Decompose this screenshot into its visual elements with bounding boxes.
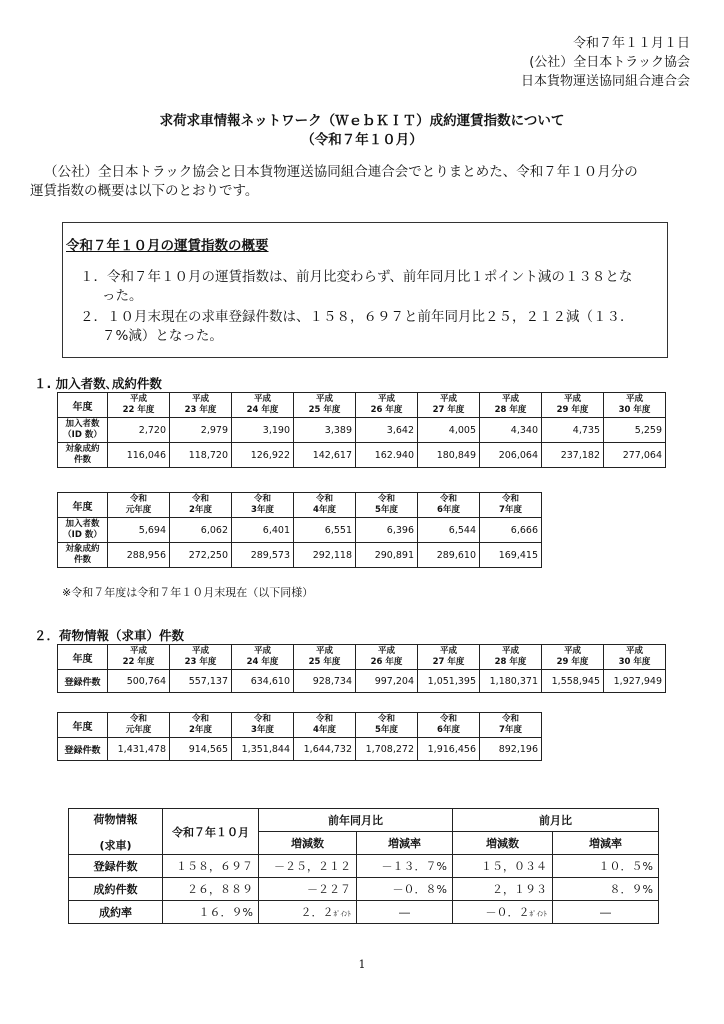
year-column-header: 年度	[58, 713, 108, 738]
members-table-heisei	[57, 392, 666, 468]
table-row	[69, 878, 659, 901]
year-header-cell: 令和 7年度	[480, 713, 542, 738]
value-cell: 116,046	[108, 443, 170, 468]
value-cell: 3,642	[356, 418, 418, 443]
value-cell: 892,196	[480, 738, 542, 761]
year-header-cell: 令和 5年度	[356, 713, 418, 738]
year-header-cell: 平成 25 年度	[294, 645, 356, 670]
value-cell: 277,064	[604, 443, 666, 468]
mom-change-header: 増減数	[453, 832, 553, 855]
summary-item-number: ２．	[80, 309, 107, 325]
year-header-cell: 平成 27 年度	[418, 645, 480, 670]
year-header-cell: 平成 25 年度	[294, 393, 356, 418]
value-cell: 289,573	[232, 543, 294, 568]
table-header-row	[69, 809, 659, 832]
yoy-change-value: －２２７	[259, 878, 357, 901]
current-value: １５８，６９７	[163, 855, 259, 878]
summary-box-title: 令和７年１０月の運賃指数の概要	[66, 238, 269, 254]
title-line-2: （令和７年１０月）	[301, 132, 423, 148]
row-label-contracts: 対象成約 件数	[58, 543, 108, 568]
summary-item-text-cont: ７%減）となった。	[102, 328, 223, 344]
value-cell: 1,558,945	[542, 670, 604, 693]
table-row	[58, 543, 542, 568]
summary-head-label: 荷物情報 (求車)	[69, 809, 163, 855]
issue-date: 令和７年１１月１日	[572, 36, 690, 51]
year-header-cell: 平成 23 年度	[170, 645, 232, 670]
document-header	[521, 34, 690, 91]
mom-rate-value: ―	[553, 901, 659, 924]
yoy-rate-value: －０．８%	[357, 878, 453, 901]
year-header-cell: 令和 3年度	[232, 713, 294, 738]
current-value: ２６，８８９	[163, 878, 259, 901]
monthly-summary-table	[68, 808, 659, 924]
value-cell: 206,064	[480, 443, 542, 468]
value-cell: 1,431,478	[108, 738, 170, 761]
page-number: 1	[358, 958, 366, 971]
mom-group-header: 前月比	[453, 809, 659, 832]
value-cell: 142,617	[294, 443, 356, 468]
value-cell: 914,565	[170, 738, 232, 761]
value-cell: 6,401	[232, 518, 294, 543]
value-cell: 1,644,732	[294, 738, 356, 761]
year-header-cell: 令和 6年度	[418, 493, 480, 518]
intro-line-2: 運賃指数の概要は以下のとおりです。	[30, 183, 259, 199]
registrations-table-heisei	[57, 644, 666, 693]
year-header-cell: 平成 27 年度	[418, 393, 480, 418]
value-cell: 169,415	[480, 543, 542, 568]
value-cell: 2,979	[170, 418, 232, 443]
intro-paragraph	[30, 163, 700, 201]
yoy-rate-value: ―	[357, 901, 453, 924]
value-cell: 6,551	[294, 518, 356, 543]
row-label: 成約件数	[69, 878, 163, 901]
value-cell: 180,849	[418, 443, 480, 468]
year-header-cell: 平成 22 年度	[108, 645, 170, 670]
row-label-members: 加入者数 （ID 数）	[58, 518, 108, 543]
yoy-change-value: －２５，２１２	[259, 855, 357, 878]
value-cell: 4,340	[480, 418, 542, 443]
value-cell: 1,351,844	[232, 738, 294, 761]
value-cell: 6,396	[356, 518, 418, 543]
year-header-cell: 令和 4年度	[294, 493, 356, 518]
year-column-header: 年度	[58, 393, 108, 418]
value-cell: 288,956	[108, 543, 170, 568]
row-label-members: 加入者数 （ID 数）	[58, 418, 108, 443]
table-row	[58, 738, 542, 761]
table-row	[69, 901, 659, 924]
summary-item-1	[80, 268, 658, 306]
current-value: １６．９%	[163, 901, 259, 924]
mom-rate-value: ８．９%	[553, 878, 659, 901]
year-header-cell: 平成 30 年度	[604, 393, 666, 418]
year-header-cell: 令和 元年度	[108, 713, 170, 738]
value-cell: 2,720	[108, 418, 170, 443]
row-label-registrations: 登録件数	[58, 670, 108, 693]
summary-item-number: １．	[80, 269, 107, 285]
registrations-table-reiwa	[57, 712, 542, 761]
table-row	[69, 855, 659, 878]
year-header-cell: 令和 7年度	[480, 493, 542, 518]
mom-change-value: １５，０３４	[453, 855, 553, 878]
year-header-cell: 令和 5年度	[356, 493, 418, 518]
mom-change-value: ２，１９３	[453, 878, 553, 901]
current-month-header: 令和７年１０月	[163, 809, 259, 855]
table-header-row	[58, 393, 666, 418]
mom-change-value: －０．２ﾎﾟｲﾝﾄ	[453, 901, 553, 924]
value-cell: 289,610	[418, 543, 480, 568]
section-2-heading: ２．荷物情報（求車）件数	[34, 628, 185, 643]
year-header-cell: 平成 24 年度	[232, 645, 294, 670]
value-cell: 126,922	[232, 443, 294, 468]
value-cell: 4,735	[542, 418, 604, 443]
year-header-cell: 平成 22 年度	[108, 393, 170, 418]
yoy-group-header: 前年同月比	[259, 809, 453, 832]
row-label: 成約率	[69, 901, 163, 924]
value-cell: 1,051,395	[418, 670, 480, 693]
mom-rate-header: 増減率	[553, 832, 659, 855]
year-column-header: 年度	[58, 645, 108, 670]
year-header-cell: 令和 4年度	[294, 713, 356, 738]
value-cell: 634,610	[232, 670, 294, 693]
summary-item-text-cont: った。	[102, 288, 143, 304]
value-cell: 500,764	[108, 670, 170, 693]
yoy-rate-header: 増減率	[357, 832, 453, 855]
table-header-row	[58, 493, 542, 518]
value-cell: 997,204	[356, 670, 418, 693]
value-cell: 1,180,371	[480, 670, 542, 693]
table-row	[58, 418, 666, 443]
value-cell: 292,118	[294, 543, 356, 568]
value-cell: 5,694	[108, 518, 170, 543]
year-header-cell: 平成 29 年度	[542, 393, 604, 418]
year-header-cell: 平成 29 年度	[542, 645, 604, 670]
year-header-cell: 平成 26 年度	[356, 645, 418, 670]
row-label-contracts: 対象成約 件数	[58, 443, 108, 468]
yoy-change-header: 増減数	[259, 832, 357, 855]
value-cell: 1,916,456	[418, 738, 480, 761]
value-cell: 6,666	[480, 518, 542, 543]
year-header-cell: 令和 元年度	[108, 493, 170, 518]
summary-item-text: １０月末現在の求車登録件数は、１５８，６９７と前年同月比２５，２１２減（１３．	[107, 309, 634, 325]
footnote: ※令和７年度は令和７年１０月末現在（以下同様）	[62, 586, 314, 599]
summary-item-text: 令和７年１０月の運賃指数は、前月比変わらず、前年同月比１ポイント減の１３８とな	[107, 269, 633, 285]
issuer-org-2: 日本貨物運送協同組合連合会	[520, 74, 690, 89]
value-cell: 5,259	[604, 418, 666, 443]
year-header-cell: 令和 6年度	[418, 713, 480, 738]
section-1-heading: １. 加入者数､成約件数	[34, 376, 162, 391]
row-label-registrations: 登録件数	[58, 738, 108, 761]
intro-line-1: （公社）全日本トラック協会と日本貨物運送協同組合連合会でとりまとめた、令和７年１０月分の	[44, 164, 638, 180]
year-header-cell: 令和 3年度	[232, 493, 294, 518]
issuer-org-1: (公社）全日本トラック協会	[529, 55, 690, 70]
value-cell: 557,137	[170, 670, 232, 693]
value-cell: 272,250	[170, 543, 232, 568]
year-header-cell: 平成 30 年度	[604, 645, 666, 670]
year-header-cell: 令和 2年度	[170, 493, 232, 518]
members-table-reiwa	[57, 492, 542, 568]
year-header-cell: 平成 26 年度	[356, 393, 418, 418]
year-header-cell: 平成 28 年度	[480, 393, 542, 418]
table-header-row	[58, 713, 542, 738]
value-cell: 6,062	[170, 518, 232, 543]
value-cell: 1,927,949	[604, 670, 666, 693]
summary-item-2	[80, 308, 658, 346]
yoy-rate-value: －１３．７%	[357, 855, 453, 878]
table-header-row	[58, 645, 666, 670]
table-row	[58, 518, 542, 543]
value-cell: 118,720	[170, 443, 232, 468]
mom-rate-value: １０．５%	[553, 855, 659, 878]
value-cell: 928,734	[294, 670, 356, 693]
year-header-cell: 平成 28 年度	[480, 645, 542, 670]
year-header-cell: 平成 24 年度	[232, 393, 294, 418]
value-cell: 290,891	[356, 543, 418, 568]
value-cell: 6,544	[418, 518, 480, 543]
table-row	[58, 443, 666, 468]
value-cell: 4,005	[418, 418, 480, 443]
value-cell: 237,182	[542, 443, 604, 468]
value-cell: 3,190	[232, 418, 294, 443]
table-row	[58, 670, 666, 693]
document-title	[0, 112, 724, 150]
yoy-change-value: ２．２ﾎﾟｲﾝﾄ	[259, 901, 357, 924]
value-cell: 162.940	[356, 443, 418, 468]
year-header-cell: 平成 23 年度	[170, 393, 232, 418]
value-cell: 1,708,272	[356, 738, 418, 761]
year-header-cell: 令和 2年度	[170, 713, 232, 738]
row-label: 登録件数	[69, 855, 163, 878]
title-line-1: 求荷求車情報ネットワーク（ＷｅｂＫＩＴ）成約運賃指数について	[159, 113, 565, 129]
value-cell: 3,389	[294, 418, 356, 443]
year-column-header: 年度	[58, 493, 108, 518]
